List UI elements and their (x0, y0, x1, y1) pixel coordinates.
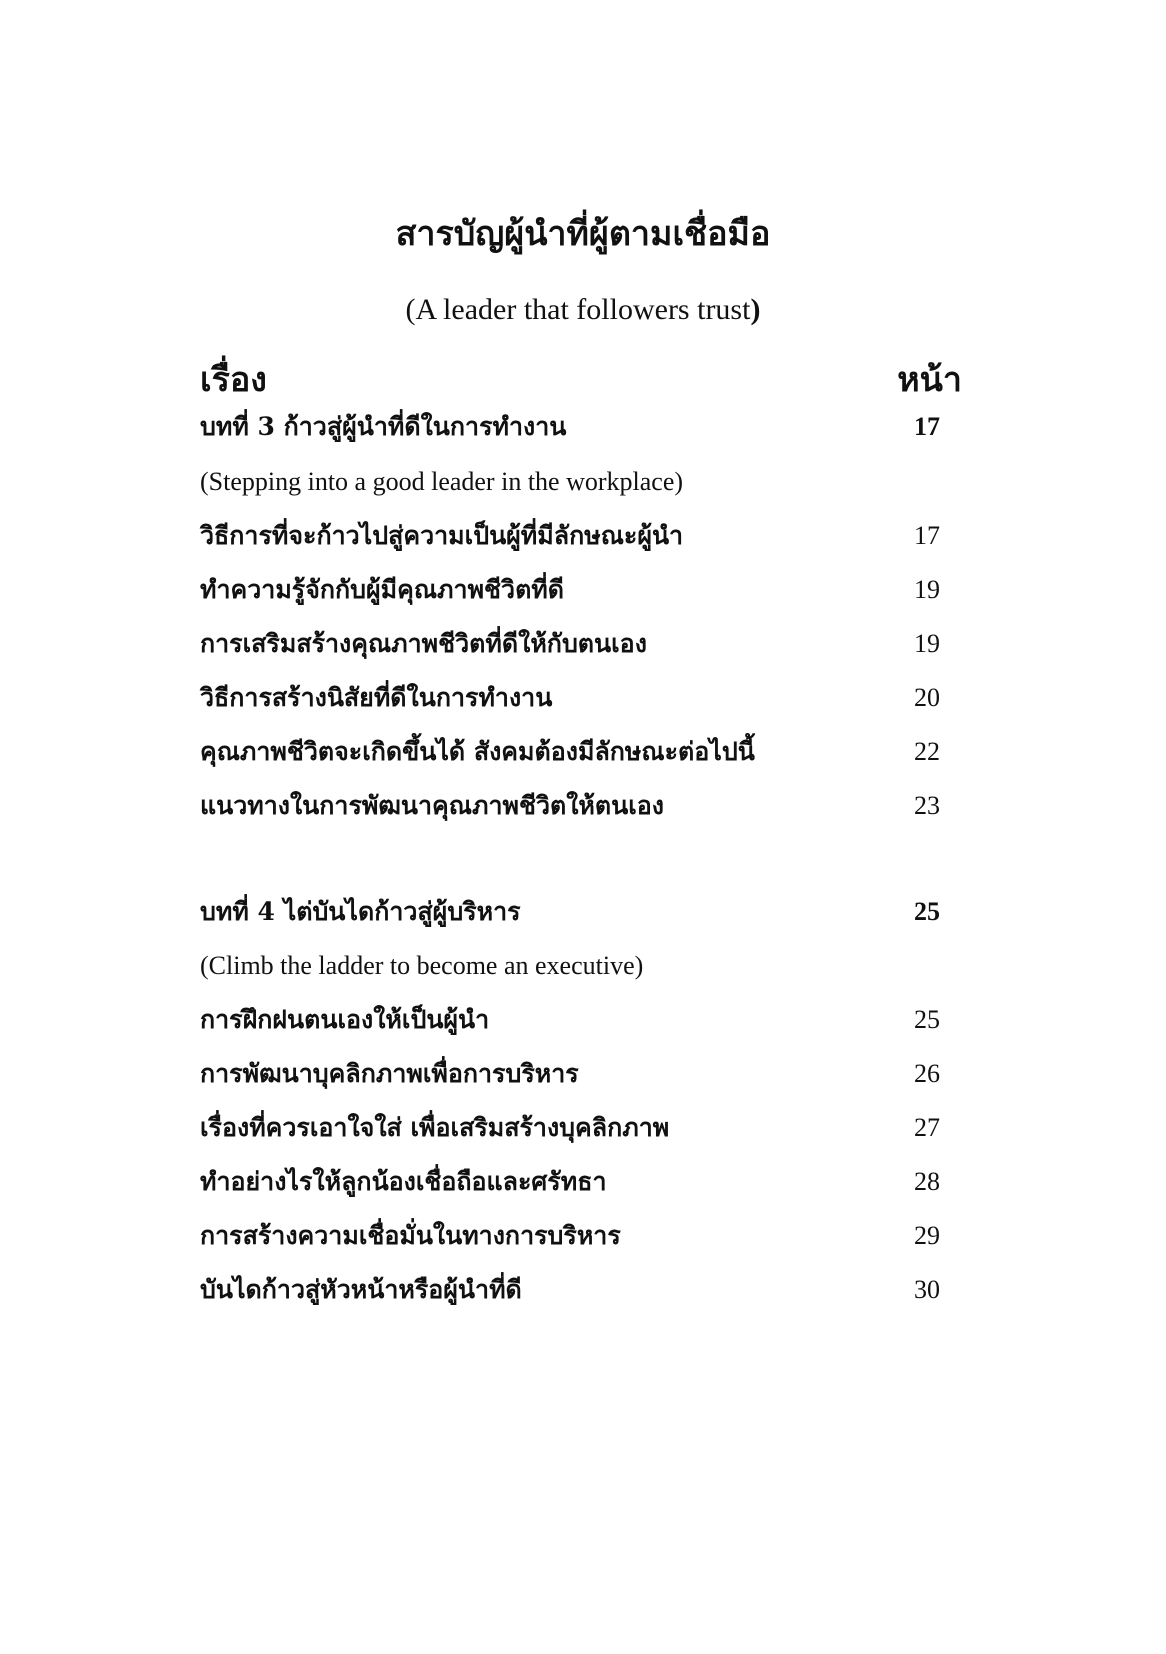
toc-entry (200, 732, 940, 772)
english-subtitle: (Climb the ladder to become an executive) (200, 951, 644, 980)
toc-entry (200, 1162, 940, 1202)
entry-page-number: 23 (914, 791, 940, 820)
entry-label: คุณภาพชีวิตจะเกิดขึ้นได้ สังคมต้องมีลักษณะต่อไปนี้ (200, 737, 755, 766)
chapter-title: บทที่ 4 ไต่บันไดก้าวสู่ผู้บริหาร (200, 897, 521, 926)
chapter-english-title (200, 462, 940, 502)
chapter-title: บทที่ 3 ก้าวสู่ผู้นำที่ดีในการทำงาน (200, 412, 567, 441)
entry-page-number: 22 (914, 737, 940, 766)
entry-label: ทำความรู้จักกับผู้มีคุณภาพชีวิตที่ดี (200, 575, 565, 604)
toc-entry (200, 1270, 940, 1310)
entry-label: บันไดก้าวสู่หัวหน้าหรือผู้นำที่ดี (200, 1275, 522, 1304)
entry-label: วิธีการสร้างนิสัยที่ดีในการทำงาน (200, 683, 553, 712)
entry-label: วิธีการที่จะก้าวไปสู่ความเป็นผู้ที่มีลักษณะผู้นำ (200, 521, 684, 550)
entry-label: แนวทางในการพัฒนาคุณภาพชีวิตให้ตนเอง (200, 791, 664, 820)
chapter-heading (200, 892, 940, 932)
entry-label: การเสริมสร้างคุณภาพชีวิตที่ดีให้กับตนเอง (200, 629, 647, 658)
entry-page-number: 30 (914, 1275, 940, 1304)
page-column-label: หน้า (897, 360, 962, 400)
entry-page-number: 29 (914, 1221, 940, 1250)
entry-page-number: 26 (914, 1059, 940, 1088)
entry-page-number: 19 (914, 629, 940, 658)
chapter-heading (200, 407, 940, 447)
toc-entry (200, 1216, 940, 1256)
entry-page-number: 20 (914, 683, 940, 712)
toc-entry (200, 1000, 940, 1040)
toc-entry (200, 678, 940, 718)
entry-page-number: 27 (914, 1113, 940, 1142)
page-subtitle (0, 288, 1166, 332)
toc-entry (200, 516, 940, 556)
entry-page-number: 28 (914, 1167, 940, 1196)
subtitle-text: (A leader that followers trust (405, 293, 751, 326)
chapter-page-number: 17 (914, 412, 940, 441)
entry-label: การพัฒนาบุคลิกภาพเพื่อการบริหาร (200, 1059, 579, 1088)
page-title: สารบัญผู้นำที่ผู้ตามเชื่อมือ (395, 214, 771, 254)
topic-column-label: เรื่อง (200, 360, 267, 400)
english-subtitle: (Stepping into a good leader in the workplace) (200, 467, 684, 496)
subtitle-close-paren: ) (750, 293, 761, 326)
entry-page-number: 19 (914, 575, 940, 604)
toc-entry (200, 1054, 940, 1094)
chapter-english-title (200, 946, 940, 986)
entry-label: การฝึกฝนตนเองให้เป็นผู้นำ (200, 1005, 490, 1034)
toc-entry (200, 1108, 940, 1148)
toc-header (200, 355, 962, 405)
toc-entry (200, 624, 940, 664)
chapter-page-number: 25 (914, 897, 940, 926)
entry-page-number: 25 (914, 1005, 940, 1034)
entry-label: เรื่องที่ควรเอาใจใส่ เพื่อเสริมสร้างบุคลิกภาพ (200, 1113, 670, 1142)
entry-label: การสร้างความเชื่อมั่นในทางการบริหาร (200, 1221, 621, 1250)
toc-entry (200, 786, 940, 826)
entry-label: ทำอย่างไรให้ลูกน้องเชื่อถือและศรัทธา (200, 1167, 607, 1196)
toc-entry (200, 570, 940, 610)
entry-page-number: 17 (914, 521, 940, 550)
